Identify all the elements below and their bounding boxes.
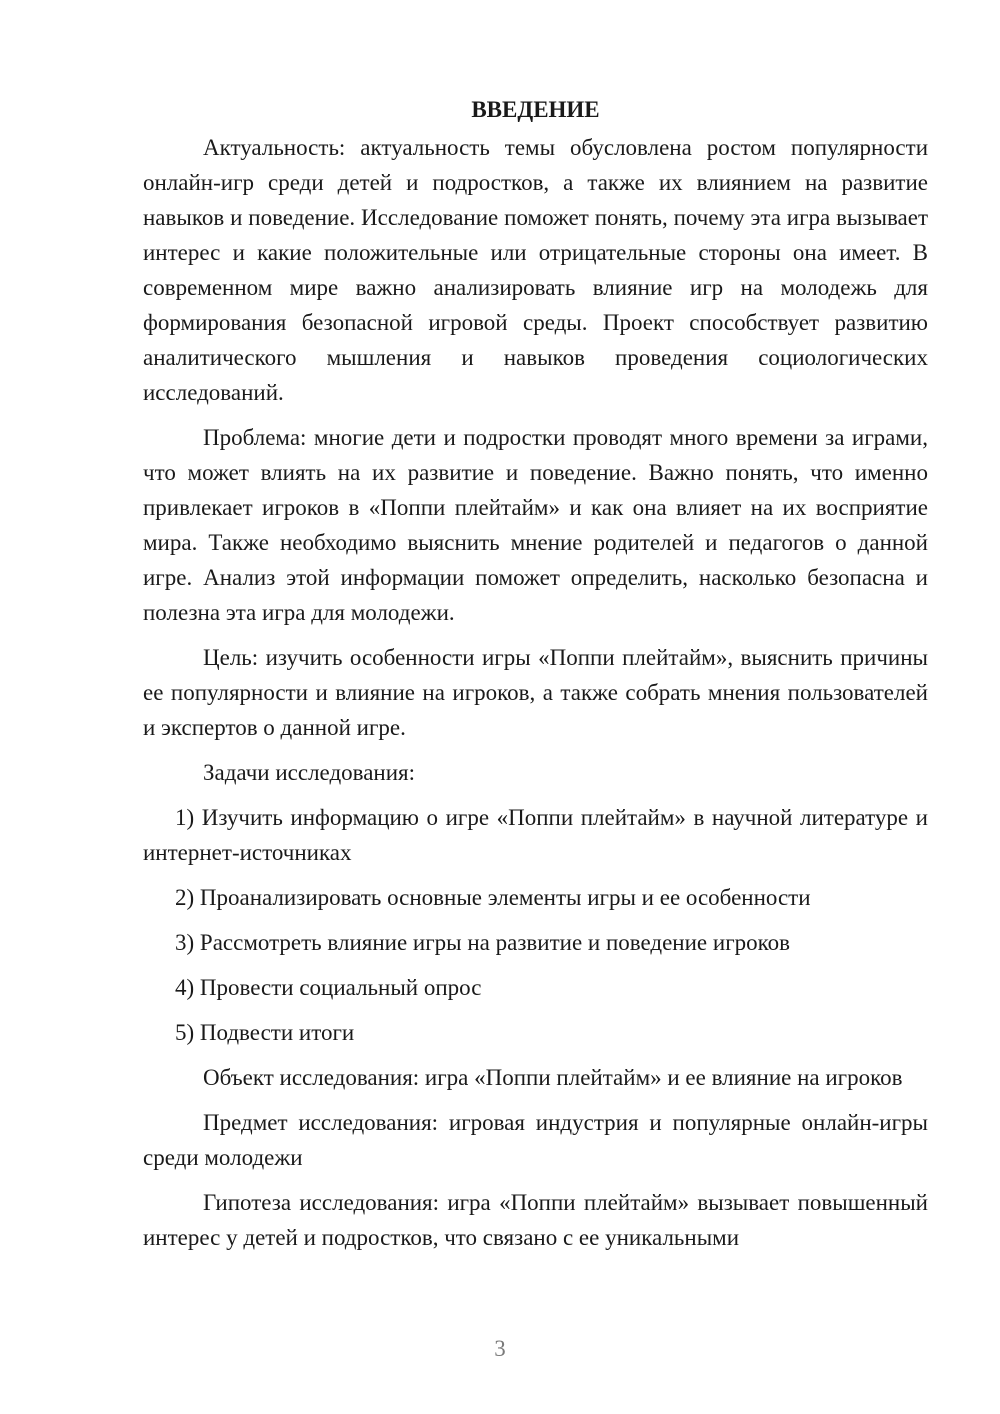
tasks-title: Задачи исследования: bbox=[203, 760, 416, 785]
page-title: ВВЕДЕНИЕ bbox=[471, 97, 600, 122]
paragraph-problem: Проблема: многие дети и подростки проводят много времени за играми, что может влиять на их развитие и поведение. Важно понять, что именно привлекает игроков в «Поппи плейтайм» и как она влияет на их восприятие мира. Также необходимо выяснить мнение родителей и педагогов о данной игре. Анализ этой информации поможет определить, насколько безопасна и полезна эта игра для молодежи. bbox=[143, 425, 928, 625]
paragraph-hypothesis: Гипотеза исследования: игра «Поппи плейтайм» вызывает повышенный интерес у детей и подростков, что связано с ее уникальными bbox=[143, 1190, 928, 1250]
task-item: 4) Провести социальный опрос bbox=[175, 975, 482, 1000]
paragraph-relevance: Актуальность: актуальность темы обусловлена ростом популярности онлайн-игр среди детей и подростков, а также их влиянием на развитие навыков и поведение. Исследование поможет понять, почему эта игра вызывает интерес и какие положительные или отрицательные стороны она имеет. В современном мире важно анализировать влияние игр на молодежь для формирования безопасной игровой среды. Проект способствует развитию аналитического мышления и навыков проведения социологических исследований. bbox=[143, 135, 928, 405]
paragraph-subject: Предмет исследования: игровая индустрия и популярные онлайн-игры среди молодежи bbox=[143, 1110, 928, 1170]
page-content bbox=[143, 92, 928, 1265]
task-item: 5) Подвести итоги bbox=[175, 1020, 355, 1045]
task-item: 3) Рассмотреть влияние игры на развитие и поведение игроков bbox=[175, 930, 790, 955]
page-number: 3 bbox=[494, 1336, 506, 1361]
task-item: 2) Проанализировать основные элементы игры и ее особенности bbox=[175, 885, 811, 910]
task-item: 1) Изучить информацию о игре «Поппи плейтайм» в научной литературе и интернет-источниках bbox=[143, 805, 928, 865]
paragraph-object: Объект исследования: игра «Поппи плейтайм» и ее влияние на игроков bbox=[203, 1065, 903, 1090]
paragraph-goal: Цель: изучить особенности игры «Поппи плейтайм», выяснить причины ее популярности и влияние на игроков, а также собрать мнения пользователей и экспертов о данной игре. bbox=[143, 645, 928, 740]
